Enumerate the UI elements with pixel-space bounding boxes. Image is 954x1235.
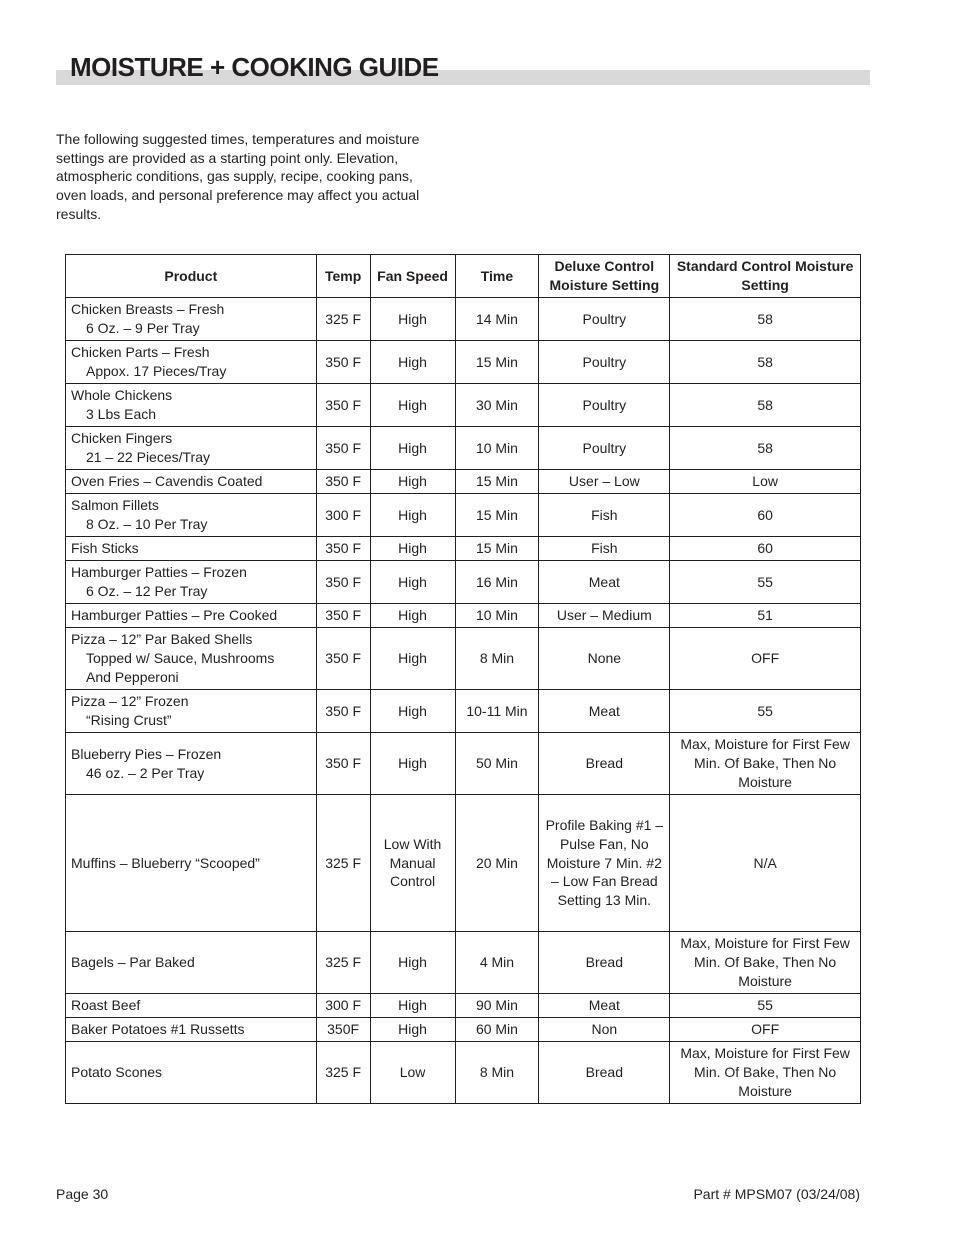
cell-deluxe-setting: Bread bbox=[539, 733, 670, 795]
cell-temp: 350 F bbox=[316, 690, 370, 733]
cell-temp: 325 F bbox=[316, 298, 370, 341]
product-detail: Topped w/ Sauce, Mushrooms bbox=[86, 650, 275, 667]
header-fan-speed: Fan Speed bbox=[370, 255, 455, 298]
table-header-row bbox=[66, 255, 861, 298]
header-temp: Temp bbox=[316, 255, 370, 298]
cell-time: 10 Min bbox=[455, 427, 539, 470]
cell-deluxe-setting: User – Low bbox=[539, 470, 670, 494]
table-row bbox=[66, 690, 861, 733]
header-deluxe-setting: Deluxe Control Moisture Setting bbox=[539, 255, 670, 298]
table-row bbox=[66, 994, 861, 1018]
product-name: Chicken Fingers bbox=[71, 430, 173, 447]
table-row bbox=[66, 470, 861, 494]
table-row bbox=[66, 733, 861, 795]
cell-fan-speed: High bbox=[370, 690, 455, 733]
product-detail: 6 Oz. – 12 Per Tray bbox=[86, 583, 208, 599]
cell-standard-setting: 55 bbox=[670, 690, 861, 733]
product-detail: 6 Oz. – 9 Per Tray bbox=[86, 320, 200, 336]
cell-time: 10-11 Min bbox=[455, 690, 539, 733]
cell-time: 8 Min bbox=[455, 628, 539, 690]
product-detail: 46 oz. – 2 Per Tray bbox=[86, 764, 205, 781]
product-name: Hamburger Patties – Pre Cooked bbox=[71, 607, 278, 624]
cell-temp: 350 F bbox=[316, 733, 370, 795]
cell-fan-speed: High bbox=[370, 298, 455, 341]
cell-temp: 350F bbox=[316, 1018, 370, 1042]
header-time: Time bbox=[455, 255, 539, 298]
intro-paragraph: The following suggested times, temperatures and moisture settings are provided as a starting point only. Elevation, atmospheric conditions, gas supply, recipe, cooking pans, oven loads, and personal preference may affect you actual results. bbox=[56, 131, 420, 222]
product-name: Oven Fries – Cavendis Coated bbox=[71, 473, 263, 490]
table-row bbox=[66, 341, 861, 384]
cell-temp: 350 F bbox=[316, 341, 370, 384]
cell-standard-setting: 58 bbox=[670, 341, 861, 384]
cell-temp: 350 F bbox=[316, 604, 370, 628]
cell-standard-setting: 55 bbox=[670, 994, 861, 1018]
cell-temp: 350 F bbox=[316, 470, 370, 494]
cell-deluxe-setting: Poultry bbox=[539, 298, 670, 341]
cell-product bbox=[66, 628, 317, 690]
table-row bbox=[66, 537, 861, 561]
cell-product bbox=[66, 298, 317, 341]
cell-standard-setting: Low bbox=[670, 470, 861, 494]
cell-fan-speed: High bbox=[370, 341, 455, 384]
cell-time: 15 Min bbox=[455, 341, 539, 384]
cell-temp: 325 F bbox=[316, 932, 370, 994]
cell-fan-speed: High bbox=[370, 1018, 455, 1042]
table-row bbox=[66, 561, 861, 604]
product-name: Muffins – Blueberry “Scooped” bbox=[71, 854, 260, 871]
cell-standard-setting: Max, Moisture for First Few Min. Of Bake, Then No Moisture bbox=[670, 932, 861, 994]
table-row bbox=[66, 427, 861, 470]
cell-time: 16 Min bbox=[455, 561, 539, 604]
cell-fan-speed: High bbox=[370, 604, 455, 628]
cell-product bbox=[66, 561, 317, 604]
product-name: Chicken Breasts – Fresh bbox=[71, 301, 225, 318]
cell-deluxe-setting: Meat bbox=[539, 994, 670, 1018]
table-row bbox=[66, 604, 861, 628]
part-number: Part # MPSM07 (03/24/08) bbox=[693, 1186, 860, 1202]
cell-standard-setting: Max, Moisture for First Few Min. Of Bake, Then No Moisture bbox=[670, 1042, 861, 1104]
cell-fan-speed: High bbox=[370, 994, 455, 1018]
table-row bbox=[66, 384, 861, 427]
cell-deluxe-setting: Non bbox=[539, 1018, 670, 1042]
cell-fan-speed: Low With Manual Control bbox=[370, 795, 455, 932]
cell-fan-speed: High bbox=[370, 733, 455, 795]
cell-standard-setting: OFF bbox=[670, 628, 861, 690]
table-row bbox=[66, 795, 861, 932]
cell-product bbox=[66, 537, 317, 561]
cell-standard-setting: 58 bbox=[670, 298, 861, 341]
cell-product bbox=[66, 994, 317, 1018]
product-detail: 8 Oz. – 10 Per Tray bbox=[86, 516, 208, 532]
table-row bbox=[66, 932, 861, 994]
product-name: Roast Beef bbox=[71, 997, 141, 1014]
product-name: Hamburger Patties – Frozen bbox=[71, 564, 247, 581]
cell-product bbox=[66, 427, 317, 470]
product-detail: Appox. 17 Pieces/Tray bbox=[86, 363, 227, 379]
cell-temp: 300 F bbox=[316, 494, 370, 537]
cell-fan-speed: High bbox=[370, 384, 455, 427]
cell-deluxe-setting: Bread bbox=[539, 1042, 670, 1104]
table-row bbox=[66, 628, 861, 690]
cell-standard-setting: N/A bbox=[670, 795, 861, 932]
cell-product bbox=[66, 1018, 317, 1042]
cell-temp: 350 F bbox=[316, 628, 370, 690]
cell-product bbox=[66, 470, 317, 494]
product-name: Blueberry Pies – Frozen bbox=[71, 745, 222, 762]
cell-time: 60 Min bbox=[455, 1018, 539, 1042]
cell-deluxe-setting: Meat bbox=[539, 690, 670, 733]
cell-product bbox=[66, 494, 317, 537]
cell-product bbox=[66, 604, 317, 628]
cell-temp: 325 F bbox=[316, 795, 370, 932]
product-name: Pizza – 12” Par Baked Shells bbox=[71, 631, 253, 648]
cell-standard-setting: 58 bbox=[670, 384, 861, 427]
cell-time: 15 Min bbox=[455, 494, 539, 537]
cell-deluxe-setting: Profile Baking #1 – Pulse Fan, No Moisture 7 Min. #2 – Low Fan Bread Setting 13 Min. bbox=[539, 795, 670, 932]
cell-time: 20 Min bbox=[455, 795, 539, 932]
product-detail: 3 Lbs Each bbox=[86, 406, 157, 422]
header-product: Product bbox=[66, 255, 317, 298]
cell-temp: 325 F bbox=[316, 1042, 370, 1104]
product-detail: And Pepperoni bbox=[86, 668, 179, 685]
cell-standard-setting: Max, Moisture for First Few Min. Of Bake, Then No Moisture bbox=[670, 733, 861, 795]
cell-product bbox=[66, 690, 317, 733]
cell-standard-setting: 58 bbox=[670, 427, 861, 470]
cell-deluxe-setting: Poultry bbox=[539, 341, 670, 384]
product-name: Chicken Parts – Fresh bbox=[71, 344, 210, 361]
table-row bbox=[66, 494, 861, 537]
cell-temp: 350 F bbox=[316, 537, 370, 561]
cooking-guide-table bbox=[65, 254, 861, 1104]
cell-product bbox=[66, 795, 317, 932]
cell-time: 10 Min bbox=[455, 604, 539, 628]
cell-standard-setting: 60 bbox=[670, 494, 861, 537]
table-row bbox=[66, 1018, 861, 1042]
cell-deluxe-setting: Bread bbox=[539, 932, 670, 994]
cell-time: 30 Min bbox=[455, 384, 539, 427]
cell-temp: 350 F bbox=[316, 427, 370, 470]
cell-fan-speed: High bbox=[370, 494, 455, 537]
cell-fan-speed: High bbox=[370, 932, 455, 994]
product-name: Baker Potatoes #1 Russetts bbox=[71, 1021, 245, 1038]
cell-time: 15 Min bbox=[455, 470, 539, 494]
cell-time: 8 Min bbox=[455, 1042, 539, 1104]
cell-fan-speed: Low bbox=[370, 1042, 455, 1104]
cell-temp: 350 F bbox=[316, 561, 370, 604]
cell-standard-setting: 51 bbox=[670, 604, 861, 628]
page-title: MOISTURE + COOKING GUIDE bbox=[70, 52, 439, 82]
cell-fan-speed: High bbox=[370, 628, 455, 690]
product-name: Salmon Fillets bbox=[71, 497, 159, 514]
cell-deluxe-setting: Poultry bbox=[539, 427, 670, 470]
page-number: Page 30 bbox=[56, 1186, 109, 1202]
cell-product bbox=[66, 384, 317, 427]
cell-standard-setting: OFF bbox=[670, 1018, 861, 1042]
cell-time: 4 Min bbox=[455, 932, 539, 994]
cell-fan-speed: High bbox=[370, 427, 455, 470]
cell-product bbox=[66, 932, 317, 994]
cell-deluxe-setting: Fish bbox=[539, 494, 670, 537]
cell-standard-setting: 55 bbox=[670, 561, 861, 604]
product-name: Potato Scones bbox=[71, 1064, 163, 1081]
product-name: Fish Sticks bbox=[71, 540, 139, 557]
cell-time: 50 Min bbox=[455, 733, 539, 795]
cell-deluxe-setting: None bbox=[539, 628, 670, 690]
product-name: Pizza – 12” Frozen bbox=[71, 693, 189, 710]
cell-time: 15 Min bbox=[455, 537, 539, 561]
cell-product bbox=[66, 733, 317, 795]
product-detail: 21 – 22 Pieces/Tray bbox=[86, 449, 210, 465]
product-detail: “Rising Crust” bbox=[86, 712, 172, 728]
product-name: Whole Chickens bbox=[71, 387, 173, 404]
cell-product bbox=[66, 341, 317, 384]
table-row bbox=[66, 298, 861, 341]
cell-product bbox=[66, 1042, 317, 1104]
cell-standard-setting: 60 bbox=[670, 537, 861, 561]
product-name: Bagels – Par Baked bbox=[71, 954, 195, 971]
cell-temp: 300 F bbox=[316, 994, 370, 1018]
cell-fan-speed: High bbox=[370, 561, 455, 604]
cell-fan-speed: High bbox=[370, 470, 455, 494]
cell-time: 14 Min bbox=[455, 298, 539, 341]
cell-temp: 350 F bbox=[316, 384, 370, 427]
cell-time: 90 Min bbox=[455, 994, 539, 1018]
cell-deluxe-setting: User – Medium bbox=[539, 604, 670, 628]
cell-fan-speed: High bbox=[370, 537, 455, 561]
header-standard-setting: Standard Control Moisture Setting bbox=[670, 255, 861, 298]
cell-deluxe-setting: Meat bbox=[539, 561, 670, 604]
cell-deluxe-setting: Poultry bbox=[539, 384, 670, 427]
cell-deluxe-setting: Fish bbox=[539, 537, 670, 561]
table-row bbox=[66, 1042, 861, 1104]
